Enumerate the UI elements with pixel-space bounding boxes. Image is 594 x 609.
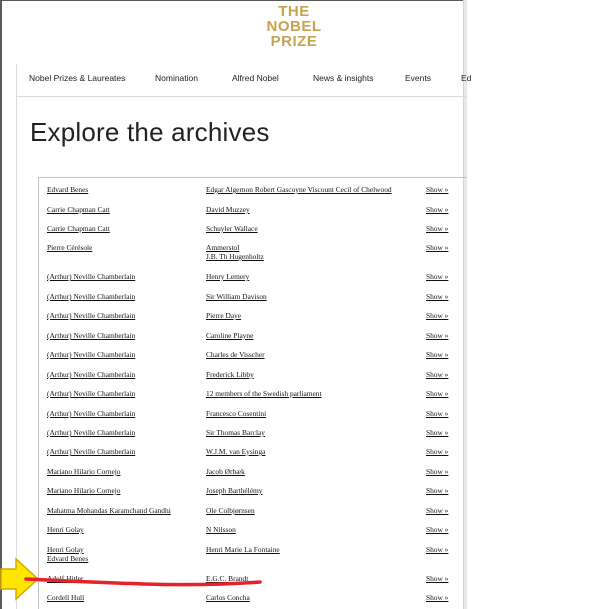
nav-item-education[interactable]: Ed <box>461 73 472 83</box>
nav-item-nomination[interactable]: Nomination <box>155 73 198 83</box>
nominator-link[interactable]: Pierre Daye <box>206 311 242 320</box>
show-link[interactable]: Show » <box>426 506 449 515</box>
nominations-table <box>38 177 467 609</box>
nominee-link[interactable]: (Arthur) Neville Chamberlain <box>47 292 136 301</box>
nobel-prize-logo[interactable] <box>0 4 594 49</box>
nominator-link[interactable]: J.B. Th Hugenholtz <box>206 252 264 261</box>
nominee-link[interactable]: Edvard Benes <box>47 554 89 563</box>
nominee-link[interactable]: (Arthur) Neville Chamberlain <box>47 272 136 281</box>
show-link[interactable]: Show » <box>426 428 449 437</box>
nominator-link[interactable]: Sir William Davison <box>206 292 267 301</box>
nominee-link[interactable]: (Arthur) Neville Chamberlain <box>47 389 136 398</box>
nominator-link[interactable]: Sir Thomas Barclay <box>206 428 265 437</box>
nominator-link[interactable]: David Muzzey <box>206 205 250 214</box>
show-link[interactable]: Show » <box>426 350 449 359</box>
red-underline-stroke <box>26 579 260 585</box>
show-link[interactable]: Show » <box>426 205 449 214</box>
nominee-link[interactable]: (Arthur) Neville Chamberlain <box>47 311 136 320</box>
logo-line-2: NOBEL <box>266 18 322 35</box>
nav-item-alfred-nobel[interactable]: Alfred Nobel <box>232 73 279 83</box>
show-link[interactable]: Show » <box>426 593 449 602</box>
window-left-border <box>0 0 2 609</box>
nav-item-events[interactable]: Events <box>405 73 431 83</box>
nominee-link[interactable]: Pierre Cérésole <box>47 243 93 252</box>
nominee-link[interactable]: (Arthur) Neville Chamberlain <box>47 447 136 456</box>
show-link[interactable]: Show » <box>426 370 449 379</box>
nominee-link[interactable]: (Arthur) Neville Chamberlain <box>47 409 136 418</box>
show-link[interactable]: Show » <box>426 224 449 233</box>
nominee-link[interactable]: Adolf Hitler <box>47 574 84 583</box>
nominee-link[interactable]: Mariano Hilario Cornejo <box>47 467 121 476</box>
show-link[interactable]: Show » <box>426 311 449 320</box>
nominee-link[interactable]: Henri Golay <box>47 545 84 554</box>
show-link[interactable]: Show » <box>426 409 449 418</box>
show-link[interactable]: Show » <box>426 574 449 583</box>
show-link[interactable]: Show » <box>426 185 449 194</box>
nominator-link[interactable]: Henry Lemery <box>206 272 250 281</box>
nominator-link[interactable]: Francesco Cosentini <box>206 409 267 418</box>
nominator-link[interactable]: Henri Marie La Fontaine <box>206 545 280 554</box>
nominator-link[interactable]: Ammerstol <box>206 243 240 252</box>
window-top-border <box>0 0 467 1</box>
nominator-link[interactable]: N Nilsson <box>206 525 236 534</box>
nominee-link[interactable]: Cordell Hull <box>47 593 85 602</box>
show-link[interactable]: Show » <box>426 467 449 476</box>
nominator-link[interactable]: Ole Colbjørnsen <box>206 506 255 515</box>
nominee-link[interactable]: (Arthur) Neville Chamberlain <box>47 350 136 359</box>
nominee-link[interactable]: Henri Golay <box>47 525 84 534</box>
main-navigation <box>29 73 472 87</box>
page-left-divider <box>16 64 17 609</box>
show-link[interactable]: Show » <box>426 272 449 281</box>
nav-item-news-insights[interactable]: News & insights <box>313 73 374 83</box>
nominee-link[interactable]: Edvard Benes <box>47 185 89 194</box>
show-link[interactable]: Show » <box>426 389 449 398</box>
nominator-link[interactable]: W.J.M. van Eysinga <box>206 447 266 456</box>
show-link[interactable]: Show » <box>426 545 449 554</box>
nav-divider <box>16 96 467 97</box>
nominator-link[interactable]: Edgar Algernon Robert Gascoyne Viscount Cecil of Chelwood <box>206 185 392 194</box>
nominator-link[interactable]: Charles de Visscher <box>206 350 265 359</box>
nominee-link[interactable]: Mahatma Mohandas Karamchand Gandhi <box>47 506 171 515</box>
show-link[interactable]: Show » <box>426 486 449 495</box>
red-underline-annotation <box>24 573 262 587</box>
show-link[interactable]: Show » <box>426 243 449 252</box>
show-link[interactable]: Show » <box>426 331 449 340</box>
nominee-link[interactable]: Mariano Hilario Cornejo <box>47 486 121 495</box>
nominee-link[interactable]: (Arthur) Neville Chamberlain <box>47 428 136 437</box>
nominator-link[interactable]: Frederick Libby <box>206 370 254 379</box>
show-link[interactable]: Show » <box>426 447 449 456</box>
nominator-link[interactable]: Caroline Playne <box>206 331 254 340</box>
show-link[interactable]: Show » <box>426 292 449 301</box>
nominator-link[interactable]: Jacob Ørbæk <box>206 467 245 476</box>
nominator-link[interactable]: Joseph Barthélémy <box>206 486 263 495</box>
nominator-link[interactable]: Carlos Concha <box>206 593 250 602</box>
show-link[interactable]: Show » <box>426 525 449 534</box>
nav-item-nobel-prizes-laureates[interactable]: Nobel Prizes & Laureates <box>29 73 126 83</box>
nominee-link[interactable]: (Arthur) Neville Chamberlain <box>47 370 136 379</box>
nominator-link[interactable]: Schuyler Wallace <box>206 224 258 233</box>
nominee-link[interactable]: (Arthur) Neville Chamberlain <box>47 331 136 340</box>
page-title: Explore the archives <box>30 117 270 147</box>
nominator-link[interactable]: 12 members of the Swedish parliament <box>206 389 322 398</box>
logo-line-3: PRIZE <box>270 33 318 50</box>
nominee-link[interactable]: Carrie Chapman Catt <box>47 224 110 233</box>
nominator-link[interactable]: E.G.C. Brandt <box>206 574 249 583</box>
nominee-link[interactable]: Carrie Chapman Catt <box>47 205 110 214</box>
logo-line-1: THE <box>278 3 310 20</box>
